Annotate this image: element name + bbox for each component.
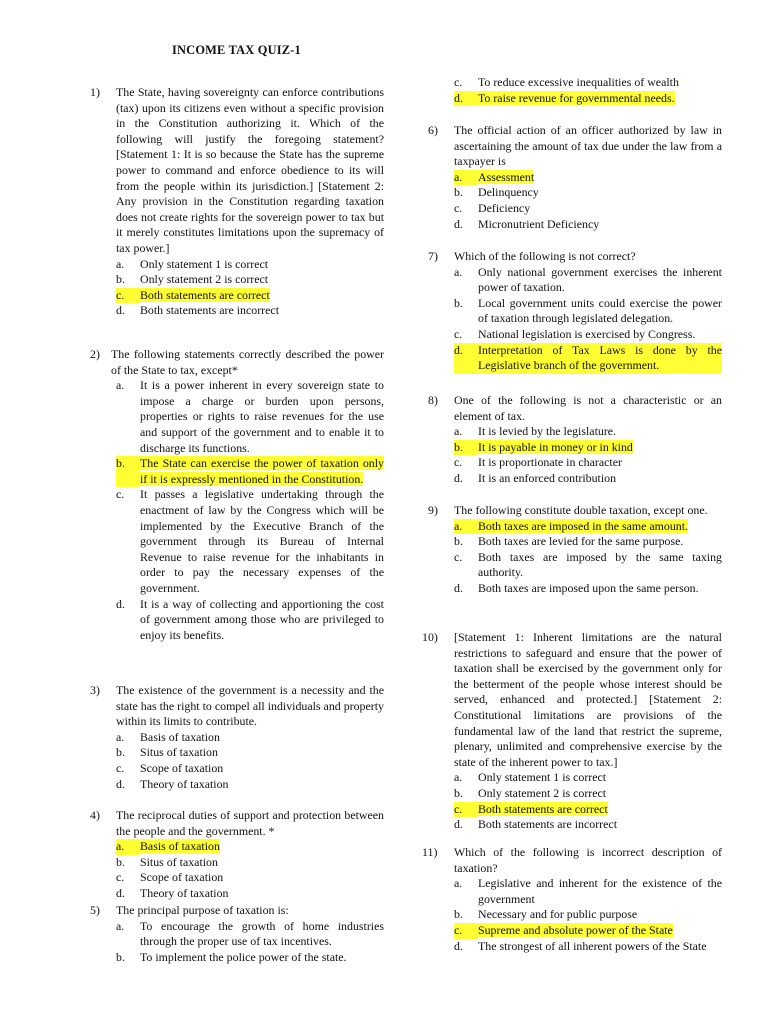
option-list [116,839,384,901]
option-a[interactable]: a. Only statement 1 is correct [454,770,607,785]
option-a[interactable]: a. It is a power inherent in every sovereign state to impose a charge or burden upon persons, properties or rights to raise revenues for the use and support of the government and to enable it to discharge its functions. [116,378,384,455]
option-list [116,919,384,966]
option-d[interactable]: d. Theory of taxation [116,885,229,900]
option-d[interactable]: d. Interpretation of Tax Laws is done by the Legislative branch of the government. [454,342,722,373]
option-b[interactable]: b. Only statement 2 is correct [116,272,269,287]
option-a[interactable]: a. Both taxes are imposed in the same amount. [454,518,689,533]
option-c[interactable]: c. It passes a legislative undertaking through the enactment of law by the Congress which will be implemented by the Executive Branch of the government through its Bureau of Internal Revenue to raise revenue for the inhabitants in order to pay the necessary expenses of the government. [116,487,384,595]
highlighted-answer: To raise revenue for governmental needs. [478,90,675,105]
question-text: [Statement 1: Inherent limitations are the natural restrictions to safeguard and ensure that the power of taxation shall be exercised by the government only for the betterment of the people whose interest should be served, enhanced and protected.] [Statement 2: Constitutional limitations are provisions of the fundamental law of the land that restrict the supreme, plenary, unlimited and comprehensive exercise by the state of the inherent power to tax.] [454,630,722,769]
question-text: The reciprocal duties of support and protection between the people and the government. * [116,808,384,838]
option-b[interactable]: b. Situs of taxation [116,745,218,760]
option-c[interactable]: c. Scope of taxation [116,760,224,775]
option-d[interactable]: d. To raise revenue for governmental needs. [454,90,675,105]
question-text: The official action of an officer authorized by law in ascertaining the amount of tax due under the law from a taxpayer is [454,123,722,169]
option-b[interactable]: b. Situs of taxation [116,854,218,869]
question-number: 8) [428,393,438,407]
option-c[interactable]: c. National legislation is exercised by Congress. [454,326,696,341]
option-c[interactable]: c. Both statements are correct [454,801,608,816]
option-list [116,257,384,319]
question-number: 10) [422,630,438,644]
option-list [116,378,384,643]
highlighted-answer: Both statements are correct [140,287,270,302]
question-11 [422,845,722,954]
option-a[interactable]: a. Legislative and inherent for the existence of the government [454,876,722,906]
question-7 [428,249,722,374]
question-text: The following constitute double taxation, except one. [454,503,708,517]
option-c[interactable]: c. To reduce excessive inequalities of wealth [454,75,679,89]
option-a[interactable]: a. Only statement 1 is correct [116,256,269,271]
option-c[interactable]: c. Supreme and absolute power of the State [454,922,673,937]
option-d[interactable]: d. Both statements are incorrect [116,303,280,318]
question-6 [428,123,722,232]
highlighted-answer: It is payable in money or in kind [478,439,633,454]
question-2 [90,347,384,643]
option-b[interactable]: b. Local government units could exercise the power of taxation through legislated delegation. [454,295,722,326]
option-list [454,75,722,106]
highlighted-answer: Supreme and absolute power of the State [478,922,673,937]
question-text: The existence of the government is a necessity and the state has the right to compel all individuals and property within its limits to contribute. [116,683,384,729]
question-number: 11) [422,845,438,859]
option-b[interactable]: b. The State can exercise the power of taxation only if it is expressly mentioned in the Constitution. [116,456,384,486]
option-list [454,265,722,374]
question-number: 9) [428,503,438,517]
highlighted-answer: Both statements are correct [478,801,608,816]
highlighted-answer: Interpretation of Tax Laws is done by the Legislative branch of the government. [478,342,722,373]
question-10 [422,630,722,833]
option-d[interactable]: d. Theory of taxation [116,776,229,791]
option-c[interactable]: c. Both statements are correct [116,287,270,302]
question-3 [90,683,384,792]
option-c[interactable]: c. It is proportionate in character [454,455,622,470]
option-list [454,876,722,954]
option-list [454,519,722,597]
option-a[interactable]: a. Only national government exercises the inherent power of taxation. [454,264,722,295]
option-a[interactable]: a. Basis of taxation [116,839,220,854]
question-text: Which of the following is incorrect description of taxation? [454,845,722,875]
question-9 [428,503,722,597]
question-4 [90,808,384,902]
quiz-title: INCOME TAX QUIZ-1 [172,43,301,57]
option-a[interactable]: a. Assessment [454,169,535,184]
highlighted-answer: Assessment [478,169,535,184]
option-a[interactable]: a. Basis of taxation [116,729,220,744]
option-d[interactable]: d. Both statements are incorrect [454,817,618,832]
question-text: The principal purpose of taxation is: [116,903,289,917]
option-a[interactable]: a. It is levied by the legislature. [454,424,617,439]
highlighted-answer: Basis of taxation [140,839,220,854]
question-number: 7) [428,249,438,263]
option-a[interactable]: a. To encourage the growth of home industries through the proper use of tax incentives. [116,918,384,949]
option-list [454,770,722,832]
option-d[interactable]: d. It is a way of collecting and apportioning the cost of government among those who are privileged to enjoy its benefits. [116,596,384,642]
option-list [454,170,722,232]
option-b[interactable]: b. To implement the police power of the state. [116,949,347,964]
question-text: The State, having sovereignty can enforce contributions (tax) upon its citizens even without a specific provision in the Constitution authorizing it. Which of the following will justify the foregoing statement? [Statement 1: It is so because the State has the supreme power to command and enforce obedience to its will from the people within its jurisdiction.] [Statement 2: Any provision in the Constitution regarding taxation does not create rights for the sovereign power to tax but it merely constitutes limitations upon the supremacy of tax power.] [116,85,384,255]
question-number: 1) [90,85,100,99]
option-list [116,730,384,792]
question-number: 4) [90,808,100,822]
option-b[interactable]: b. Both taxes are levied for the same purpose. [454,534,684,549]
option-c[interactable]: c. Scope of taxation [116,870,224,885]
question-text: The following statements correctly described the power of the State to tax, except* [111,347,384,377]
option-b[interactable]: b. Necessary and for public purpose [454,907,638,922]
option-d[interactable]: d. Both taxes are imposed upon the same person. [454,580,699,595]
option-d[interactable]: d. It is an enforced contribution [454,470,617,485]
question-number: 2) [90,347,100,361]
option-b[interactable]: b. It is payable in money or in kind [454,439,633,454]
question-text: One of the following is not a characteristic or an element of tax. [454,393,722,423]
question-5 [90,903,384,965]
highlighted-answer: Both taxes are imposed in the same amount. [478,518,689,533]
option-d[interactable]: d. The strongest of all inherent powers of the State [454,938,707,953]
highlighted-answer: The State can exercise the power of taxation only if it is expressly mentioned in the Constitution. [140,456,384,486]
question-number: 6) [428,123,438,137]
question-5-continued [428,75,722,106]
question-number: 3) [90,683,100,697]
option-b[interactable]: b. Only statement 2 is correct [454,785,607,800]
option-list [454,424,722,486]
option-c[interactable]: c. Deficiency [454,200,531,215]
question-8 [428,393,722,487]
question-1 [90,85,384,319]
option-b[interactable]: b. Delinquency [454,185,539,200]
option-d[interactable]: d. Micronutrient Deficiency [454,216,600,231]
option-c[interactable]: c. Both taxes are imposed by the same taxing authority. [454,549,722,580]
question-text: Which of the following is not correct? [454,249,636,263]
question-number: 5) [90,903,100,917]
